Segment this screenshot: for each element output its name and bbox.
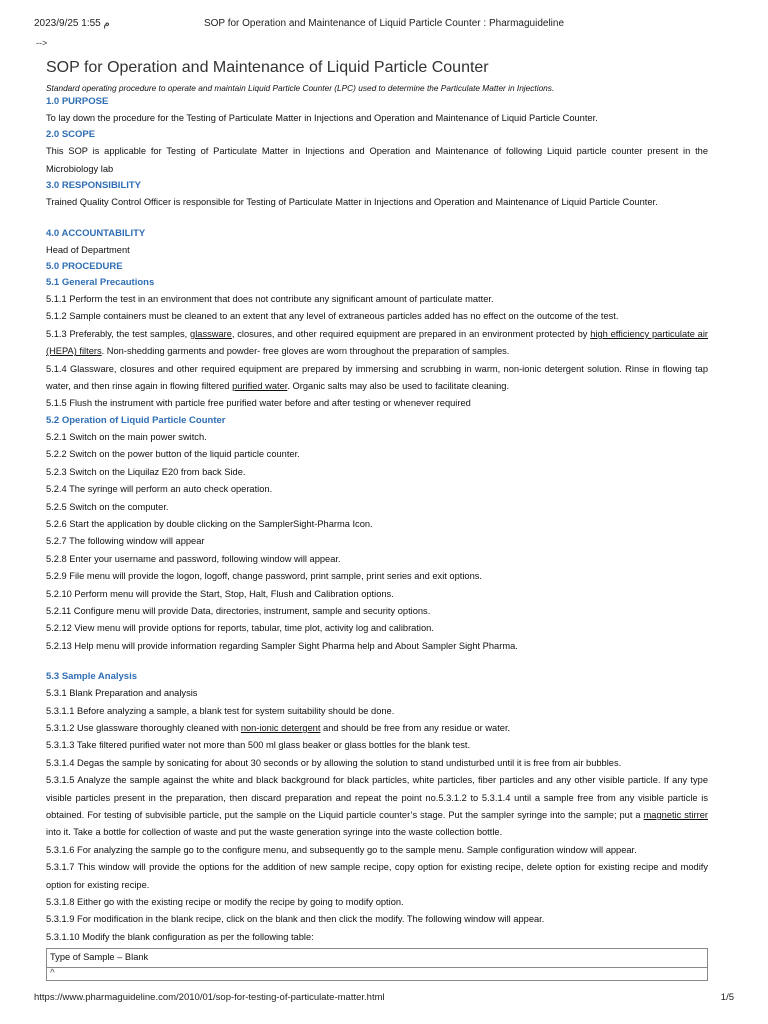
step-5-3-1: 5.3.1 Blank Preparation and analysis	[46, 688, 198, 699]
step-5-1-4	[46, 361, 708, 396]
magnetic-stirrer-link[interactable]: magnetic stirrer	[643, 810, 709, 820]
sample-analysis-heading: 5.3 Sample Analysis	[46, 671, 138, 683]
step-5-1-5: 5.1.5 Flush the instrument with particle free purified water before and after testing or whenever required	[46, 398, 471, 409]
general-precautions-heading: 5.1 General Precautions	[46, 277, 155, 289]
caret-up-icon[interactable]: ^	[47, 967, 708, 980]
purpose-heading: 1.0 PURPOSE	[46, 96, 109, 107]
document-subtitle: Standard operating procedure to operate and maintain Liquid Particle Counter (LPC) used to determine the Particulate Matter in Injections.	[46, 83, 555, 93]
step-text: 5.1.3 Preferably, the test samples,	[46, 328, 191, 339]
step-5-3-1-5	[46, 772, 708, 842]
step-5-2-10: 5.2.10 Perform menu will provide the Start, Stop, Halt, Flush and Calibration options.	[46, 588, 394, 599]
purpose-text: To lay down the procedure for the Testing of Particulate Matter in Injections and Operation and Maintenance of Liquid Particle Counter.	[46, 113, 598, 123]
table-row	[47, 967, 708, 980]
scope-heading: 2.0 SCOPE	[46, 129, 96, 141]
step-text: 5.3.1.2 Use glassware thoroughly cleaned with	[46, 722, 241, 733]
step-text: 5.3.1.5 Analyze the sample against the white and black background for black particles, white particles, fiber particles and any other visible particle. If any type visible particles present in the preparation, then discard preparation and repeat the point no.5.3.1.2 to 5.3.1.4 until a sample free from any visible particle is obtained. For testing of subvisible particle, put the sample on the Liquid particle counter’s stage. Put the sampler syringe into the sample; put a	[46, 775, 708, 820]
step-5-3-1-7: 5.3.1.7 This window will provide the options for the addition of new sample recipe, copy option for existing recipe, delete option for existing recipe and modify option for existing recipe.	[46, 862, 708, 890]
step-5-2-6: 5.2.6 Start the application by double clicking on the SamplerSight-Pharma Icon.	[46, 518, 373, 529]
blank-config-table	[46, 948, 708, 980]
operation-heading: 5.2 Operation of Liquid Particle Counter	[46, 414, 226, 426]
step-5-3-1-9: 5.3.1.9 For modification in the blank recipe, click on the blank and then click the modify. The following window will appear.	[46, 914, 545, 925]
comment-arrow: -->	[36, 38, 48, 48]
print-datetime: 2023/9/25 1:55 م	[34, 18, 110, 29]
scope-text: This SOP is applicable for Testing of Particulate Matter in Injections and Operation and Maintenance of following Liquid particle counter present in the Microbiology lab	[46, 146, 708, 174]
glassware-link[interactable]: glassware	[190, 328, 232, 339]
step-5-2-2: 5.2.2 Switch on the power button of the liquid particle counter.	[46, 449, 300, 460]
step-5-3-1-4: 5.3.1.4 Degas the sample by sonicating for about 30 seconds or by allowing the solution to stand undisturbed until it is free from air bubbles.	[46, 757, 622, 768]
step-text: . Non-shedding garments and powder- free gloves are worn throughout the preparation of samples.	[101, 346, 510, 357]
step-5-3-1-2	[46, 720, 708, 737]
spacer	[46, 212, 708, 226]
step-5-2-4: 5.2.4 The syringe will perform an auto check operation.	[46, 484, 273, 495]
non-ionic-detergent-link[interactable]: non-ionic detergent	[240, 722, 321, 733]
step-5-2-9: 5.2.9 File menu will provide the logon, logoff, change password, print sample, print series and exit options.	[46, 571, 482, 582]
responsibility-text: Trained Quality Control Officer is responsible for Testing of Particulate Matter in Injections and Operation and Maintenance of Liquid Particle Counter.	[46, 197, 658, 208]
procedure-heading: 5.0 PROCEDURE	[46, 261, 123, 273]
document-title: SOP for Operation and Maintenance of Liquid Particle Counter	[46, 59, 489, 76]
step-5-3-1-1: 5.3.1.1 Before analyzing a sample, a blank test for system suitability should be done.	[46, 705, 395, 716]
step-5-3-1-10: 5.3.1.10 Modify the blank configuration as per the following table:	[46, 931, 314, 942]
step-5-2-12: 5.2.12 View menu will provide options for reports, tabular, time plot, activity log and calibration.	[46, 623, 434, 634]
step-text: . Organic salts may also be used to facilitate cleaning.	[287, 381, 510, 392]
step-5-1-2: 5.1.2 Sample containers must be cleaned to an extent that any level of extraneous particles added has no effect on the outcome of the test.	[46, 311, 619, 322]
page-number: 1/5	[720, 992, 734, 1003]
step-5-2-8: 5.2.8 Enter your username and password, following window will appear.	[46, 553, 341, 564]
step-5-2-3: 5.2.3 Switch on the Liquilaz E20 from back Side.	[46, 466, 246, 477]
hepa-filters-link[interactable]: high efficiency particulate air (HEPA) filters	[46, 328, 708, 357]
document-body	[46, 58, 708, 981]
step-5-3-1-6: 5.3.1.6 For analyzing the sample go to the configure menu, and subsequently go to the sample menu. Sample configuration window will appear.	[46, 844, 637, 855]
step-text: , closures, and other required equipment are prepared in an environment protected by	[231, 328, 591, 339]
page-url: https://www.pharmaguideline.com/2010/01/sop-for-testing-of-particulate-matter.html	[34, 992, 385, 1003]
responsibility-heading: 3.0 RESPONSIBILITY	[46, 180, 142, 192]
print-header	[0, 16, 768, 34]
step-5-1-1: 5.1.1 Perform the test in an environment that does not contribute any significant amount of particulate matter.	[46, 294, 494, 305]
step-text: 5.1.4 Glassware, closures and other required equipment are prepared by immersing and scrubbing in warm, non-ionic detergent solution. Rinse in flowing tap water, and then rinse again in flowing filtered	[46, 363, 708, 392]
step-5-3-1-3: 5.3.1.3 Take filtered purified water not more than 500 ml glass beaker or glass bottles for the blank test.	[46, 740, 471, 751]
step-5-1-3	[46, 326, 708, 361]
step-5-2-13: 5.2.13 Help menu will provide information regarding Sampler Sight Pharma help and About Sampler Sight Pharma.	[46, 640, 518, 651]
accountability-text: Head of Department	[46, 244, 130, 255]
accountability-heading: 4.0 ACCOUNTABILITY	[46, 227, 146, 239]
table-cell-sample-type: Type of Sample – Blank	[47, 949, 708, 967]
purified-water-link[interactable]: purified water	[232, 381, 288, 392]
step-5-2-7: 5.2.7 The following window will appear	[46, 536, 205, 547]
step-text: into it. Take a bottle for collection of waste and put the waste generation syringe into the waste collection bottle.	[46, 827, 503, 838]
step-5-3-1-8: 5.3.1.8 Either go with the existing recipe or modify the recipe by going to modify option.	[46, 897, 404, 908]
step-5-2-5: 5.2.5 Switch on the computer.	[46, 501, 169, 512]
print-page-title: SOP for Operation and Maintenance of Liquid Particle Counter : Pharmaguideline	[203, 18, 565, 29]
step-5-2-1: 5.2.1 Switch on the main power switch.	[46, 431, 207, 442]
step-text: and should be free from any residue or water.	[320, 722, 511, 733]
step-5-2-11: 5.2.11 Configure menu will provide Data, directories, instrument, sample and security options.	[46, 605, 431, 616]
table-row	[47, 949, 708, 967]
spacer	[46, 655, 708, 669]
